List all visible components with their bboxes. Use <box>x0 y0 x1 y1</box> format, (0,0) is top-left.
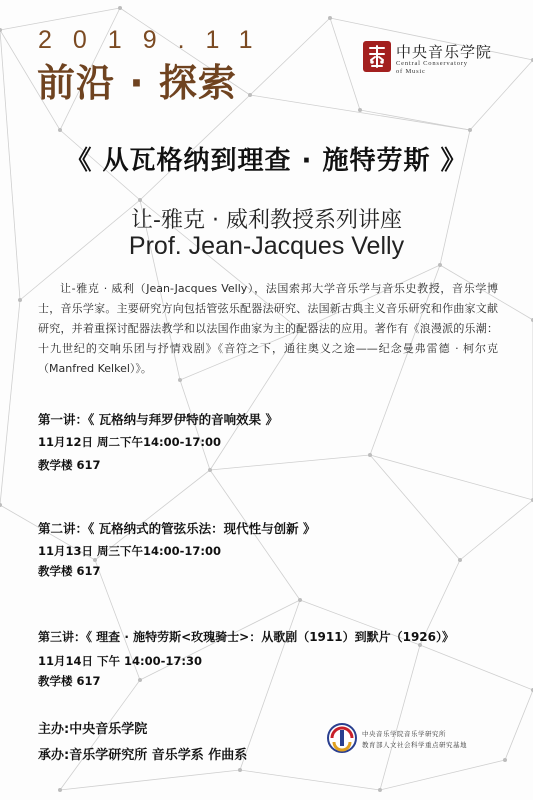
network-node <box>458 558 462 562</box>
network-node <box>468 128 472 132</box>
lecture-3-place: 教学楼 617 <box>38 674 101 688</box>
lecture-2-title: 第二讲：《 瓦格纳式的管弦乐法：现代性与创新 》 <box>38 521 316 536</box>
lecture-3-time: 11月14日 下午 14:00-17:30 <box>38 654 202 668</box>
subtitle-cn: 让-雅克 · 威利教授系列讲座 <box>131 208 402 233</box>
subtitle-en: Prof. Jean-Jacques Velly <box>128 232 405 260</box>
network-node <box>138 198 142 202</box>
network-node <box>18 298 22 302</box>
network-line <box>240 770 380 790</box>
network-line <box>60 770 240 790</box>
network-line <box>330 18 360 110</box>
network-line <box>460 500 533 560</box>
network-node <box>58 788 62 792</box>
logo-name-en <box>396 60 468 76</box>
network-line <box>210 455 370 470</box>
network-node <box>368 453 372 457</box>
series-title: 前沿 · 探索 <box>37 61 237 105</box>
network-node <box>138 678 142 682</box>
network-node <box>503 758 507 762</box>
lecture-2-time: 11月13日 周三下午14:00-17:00 <box>38 544 221 558</box>
network-node <box>208 468 212 472</box>
network-node <box>438 263 442 267</box>
network-line <box>360 110 470 130</box>
seal-icon <box>362 40 392 73</box>
main-title: 《 从瓦格纳到理查 · 施特劳斯 》 <box>65 146 468 176</box>
network-line <box>250 95 470 130</box>
network-node <box>298 598 302 602</box>
institute-name-line1: 中央音乐学院音乐学研究所 <box>362 730 446 738</box>
lecture-1-place: 教学楼 617 <box>38 458 101 472</box>
organizer-label: 主办:中央音乐学院 <box>38 722 148 737</box>
lecture-2-place: 教学楼 617 <box>38 564 101 578</box>
logo-name-cn: 中央音乐学院 <box>396 43 493 61</box>
co-organizer-label: 承办:音乐学研究所 音乐学系 作曲系 <box>38 748 248 763</box>
logo-name-en-line2: of Music <box>396 68 426 75</box>
institute-emblem-icon <box>326 722 358 754</box>
network-line <box>380 760 505 790</box>
network-node <box>248 93 252 97</box>
institute-name-line2: 教育部人文社会科学重点研究基地 <box>362 741 467 749</box>
lecture-3-title: 第三讲：《 理查 · 施特劳斯<玫瑰骑士>：从歌剧（1911）到默片（1926）》 <box>38 630 455 644</box>
date-label: 2019.11 <box>38 26 274 54</box>
logo-name-en-line1: Central Conservatory <box>396 60 468 67</box>
network-line <box>370 455 533 500</box>
network-node <box>118 6 122 10</box>
lecture-1-title: 第一讲：《 瓦格纳与拜罗伊特的音响效果 》 <box>38 412 278 427</box>
network-node <box>58 128 62 132</box>
network-line <box>420 645 533 690</box>
network-line <box>0 300 20 505</box>
institute-logo <box>326 722 506 756</box>
network-node <box>238 768 242 772</box>
network-node <box>378 788 382 792</box>
network-node <box>358 108 362 112</box>
intro-paragraph: 让-雅克 · 威利（Jean-Jacques Velly），法国索邦大学音乐学与音乐史教授，音乐学博士，音乐学家。主要研究方向包括管弦乐配器法研究、法国新古典主义音乐研究和作曲家文献研究，并着重探讨配器法教学和以法国作曲家为主的配器法的应用。著作有《浪漫派的乐潮：十九世纪的交响乐团与抒情戏剧》《音符之下，通往奥义之途——纪念曼弗雷德 · 柯尔克（Manfred Kelkel）》。 <box>38 282 498 375</box>
conservatory-logo <box>362 40 492 80</box>
network-node <box>328 16 332 20</box>
network-line <box>505 690 533 760</box>
lecture-1-time: 11月12日 周二下午14:00-17:00 <box>38 435 221 449</box>
network-node <box>0 28 2 32</box>
network-line <box>370 455 460 560</box>
network-line <box>380 645 420 790</box>
